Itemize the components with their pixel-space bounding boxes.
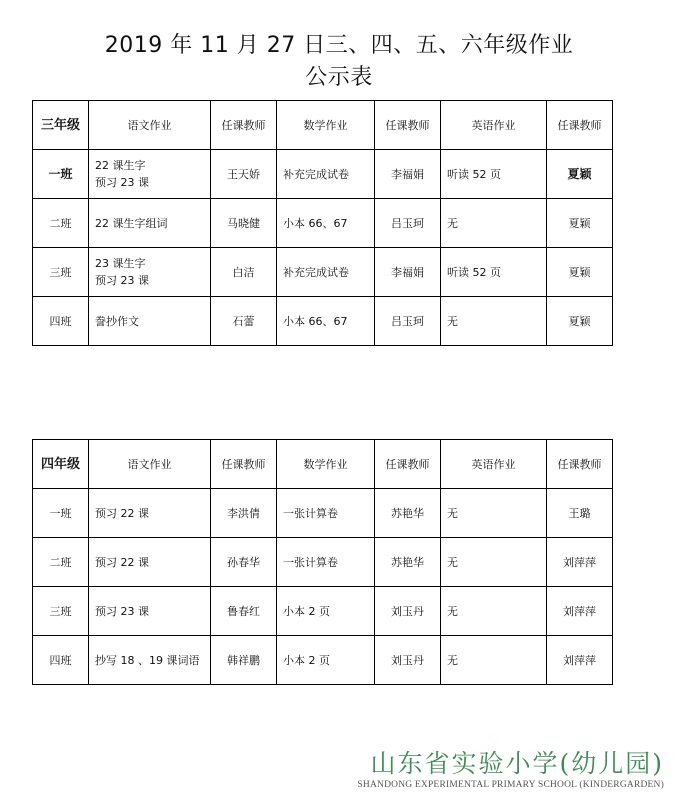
header-math: 数学作业	[277, 440, 375, 489]
chinese-teacher: 孙春华	[211, 538, 277, 587]
english-teacher: 刘萍萍	[547, 636, 613, 685]
header-chinese: 语文作业	[89, 440, 211, 489]
math-homework: 小本 66、67	[277, 297, 375, 346]
math-teacher: 李福娟	[375, 150, 441, 199]
table-header-row	[33, 440, 613, 489]
header-math-teacher: 任课教师	[375, 101, 441, 150]
school-name-english: SHANDONG EXPERIMENTAL PRIMARY SCHOOL (KINDERGARDEN)	[357, 780, 664, 790]
grade-label: 四年级	[33, 440, 89, 489]
chinese-homework	[89, 636, 211, 685]
chinese-homework	[89, 587, 211, 636]
grade3-homework-table	[32, 100, 613, 346]
chinese-homework	[89, 538, 211, 587]
chinese-teacher: 韩祥鹏	[211, 636, 277, 685]
math-teacher: 刘玉丹	[375, 636, 441, 685]
chinese-homework-line: 22 课生字	[95, 159, 146, 172]
grade-label: 三年级	[33, 101, 89, 150]
header-chinese: 语文作业	[89, 101, 211, 150]
chinese-teacher: 王天娇	[211, 150, 277, 199]
grade4-homework-table	[32, 439, 613, 685]
table-header-row	[33, 101, 613, 150]
math-homework: 一张计算卷	[277, 538, 375, 587]
class-name: 二班	[33, 538, 89, 587]
chinese-homework	[89, 199, 211, 248]
english-homework: 无	[441, 538, 547, 587]
header-english: 英语作业	[441, 101, 547, 150]
chinese-homework-line: 22 课生字组词	[95, 216, 168, 230]
chinese-homework-line: 预习 23 课	[95, 176, 149, 189]
english-homework: 无	[441, 636, 547, 685]
english-teacher: 夏颖	[547, 297, 613, 346]
chinese-homework-line: 预习 23 课	[95, 604, 149, 618]
chinese-homework-line: 誊抄作文	[95, 314, 139, 328]
math-teacher: 吕玉珂	[375, 297, 441, 346]
chinese-teacher: 白洁	[211, 248, 277, 297]
chinese-homework	[89, 248, 211, 297]
chinese-homework	[89, 150, 211, 199]
english-teacher: 夏颖	[547, 248, 613, 297]
class-name: 四班	[33, 297, 89, 346]
chinese-homework	[89, 297, 211, 346]
chinese-homework-line: 抄写 18 、19 课词语	[95, 653, 200, 667]
class-name: 二班	[33, 199, 89, 248]
table-row	[33, 587, 613, 636]
school-name-watermark: 山东省实验小学(幼儿园)	[370, 749, 664, 778]
chinese-teacher: 石蕾	[211, 297, 277, 346]
math-homework: 小本 2 页	[277, 587, 375, 636]
math-teacher: 苏艳华	[375, 538, 441, 587]
english-teacher: 刘萍萍	[547, 587, 613, 636]
page-title	[0, 30, 678, 94]
chinese-teacher: 李洪倩	[211, 489, 277, 538]
math-homework: 小本 2 页	[277, 636, 375, 685]
english-homework: 无	[441, 297, 547, 346]
header-english-teacher: 任课教师	[547, 440, 613, 489]
table-row	[33, 150, 613, 199]
chinese-homework	[89, 489, 211, 538]
class-name: 三班	[33, 248, 89, 297]
english-homework: 无	[441, 587, 547, 636]
english-homework: 听读 52 页	[441, 150, 547, 199]
english-teacher: 刘萍萍	[547, 538, 613, 587]
chinese-homework-line: 预习 23 课	[95, 274, 149, 287]
chinese-teacher: 鲁春红	[211, 587, 277, 636]
table-row	[33, 538, 613, 587]
chinese-homework-line: 23 课生字	[95, 257, 146, 270]
math-teacher: 吕玉珂	[375, 199, 441, 248]
english-homework: 听读 52 页	[441, 248, 547, 297]
table-row	[33, 636, 613, 685]
header-math-teacher: 任课教师	[375, 440, 441, 489]
title-line-2: 公示表	[305, 65, 373, 90]
table-row	[33, 489, 613, 538]
table-row	[33, 199, 613, 248]
math-homework: 小本 66、67	[277, 199, 375, 248]
english-teacher: 夏颖	[547, 150, 613, 199]
math-homework: 补充完成试卷	[277, 248, 375, 297]
math-homework: 一张计算卷	[277, 489, 375, 538]
class-name: 一班	[33, 150, 89, 199]
class-name: 四班	[33, 636, 89, 685]
chinese-homework-line: 预习 22 课	[95, 555, 149, 569]
class-name: 一班	[33, 489, 89, 538]
math-teacher: 苏艳华	[375, 489, 441, 538]
chinese-teacher: 马晓健	[211, 199, 277, 248]
header-math: 数学作业	[277, 101, 375, 150]
title-line-1: 2019 年 11 月 27 日三、四、五、六年级作业	[104, 33, 574, 58]
header-english-teacher: 任课教师	[547, 101, 613, 150]
english-teacher: 夏颖	[547, 199, 613, 248]
english-homework: 无	[441, 199, 547, 248]
class-name: 三班	[33, 587, 89, 636]
chinese-homework-line: 预习 22 课	[95, 506, 149, 520]
header-chinese-teacher: 任课教师	[211, 440, 277, 489]
english-homework: 无	[441, 489, 547, 538]
math-teacher: 刘玉丹	[375, 587, 441, 636]
math-teacher: 李福娟	[375, 248, 441, 297]
table-row	[33, 248, 613, 297]
table-row	[33, 297, 613, 346]
math-homework: 补充完成试卷	[277, 150, 375, 199]
header-english: 英语作业	[441, 440, 547, 489]
english-teacher: 王璐	[547, 489, 613, 538]
header-chinese-teacher: 任课教师	[211, 101, 277, 150]
